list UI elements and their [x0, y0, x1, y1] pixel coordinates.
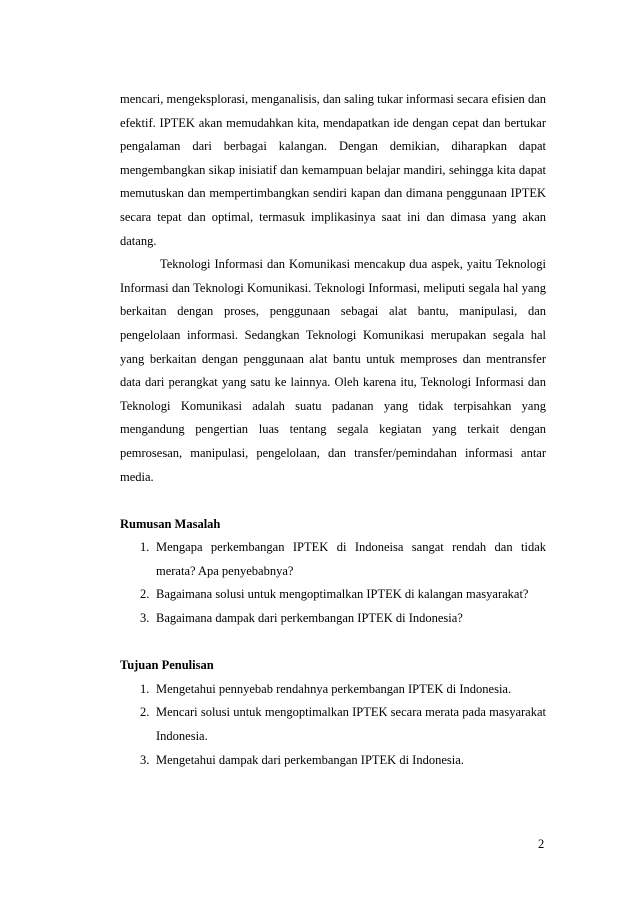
- body-paragraph-2: Teknologi Informasi dan Komunikasi mencakup dua aspek, yaitu Teknologi Informasi dan Teknologi Komunikasi. Teknologi Informasi, meliputi segala hal yang berkaitan dengan proses, penggunaan sebagai alat bantu, manipulasi, dan pengelolaan informasi. Sedangkan Teknologi Komunikasi merupakan segala hal yang berkaitan dengan penggunaan alat bantu untuk memproses dan mentransfer data dari perangkat yang satu ke lainnya. Oleh karena itu, Teknologi Informasi dan Teknologi Komunikasi adalah suatu padanan yang tidak terpisahkan yang mengandung pengertian luas tentang segala kegiatan yang terkait dengan pemrosesan, manipulasi, pengelolaan, dan transfer/pemindahan informasi antar media.: [120, 257, 546, 484]
- list-item-text: Mencari solusi untuk mengoptimalkan IPTEK secara merata pada masyarakat Indonesia.: [156, 705, 546, 744]
- list-item: [140, 583, 546, 607]
- body-paragraph-1: mencari, mengeksplorasi, menganalisis, dan saling tukar informasi secara efisien dan efektif. IPTEK akan memudahkan kita, mendapatkan ide dengan cepat dan bertukar pengalaman dari berbagai kalangan. Dengan demikian, diharapkan dapat mengembangkan sikap inisiatif dan kemampuan belajar mandiri, sehingga kita dapat memutuskan dan mempertimbangkan sendiri kapan dan dimana penggunaan IPTEK secara tepat dan optimal, termasuk implikasinya saat ini dan dimasa yang akan datang.: [120, 92, 546, 248]
- list-item-number: 3.: [140, 752, 150, 767]
- section-spacer: [120, 489, 546, 513]
- section-spacer: [120, 631, 546, 655]
- heading-rumusan-masalah: Rumusan Masalah: [120, 516, 221, 531]
- list-item-text: Bagaimana solusi untuk mengoptimalkan IPTEK di kalangan masyarakat?: [156, 587, 529, 602]
- list-item-text: Mengetahui dampak dari perkembangan IPTEK di Indonesia.: [156, 752, 464, 767]
- page-content: [120, 88, 546, 772]
- tujuan-list: [120, 678, 546, 772]
- list-item: [140, 701, 546, 748]
- list-item-number: 3.: [140, 611, 150, 626]
- list-item-number: 1.: [140, 681, 150, 696]
- list-item-text: Bagaimana dampak dari perkembangan IPTEK di Indonesia?: [156, 611, 463, 626]
- list-item: [140, 536, 546, 583]
- list-item: [140, 607, 546, 631]
- rumusan-list: [120, 536, 546, 630]
- heading-tujuan-penulisan: Tujuan Penulisan: [120, 658, 214, 673]
- list-item-text: Mengetahui pennyebab rendahnya perkembangan IPTEK di Indonesia.: [156, 681, 512, 696]
- list-item-number: 1.: [140, 540, 150, 555]
- list-item: [140, 678, 546, 702]
- list-item-number: 2.: [140, 587, 150, 602]
- list-item-number: 2.: [140, 705, 150, 720]
- list-item-text: Mengapa perkembangan IPTEK di Indoneisa sangat rendah dan tidak merata? Apa penyebabnya?: [156, 540, 546, 578]
- list-item: [140, 749, 546, 773]
- page-number: 2: [538, 837, 545, 851]
